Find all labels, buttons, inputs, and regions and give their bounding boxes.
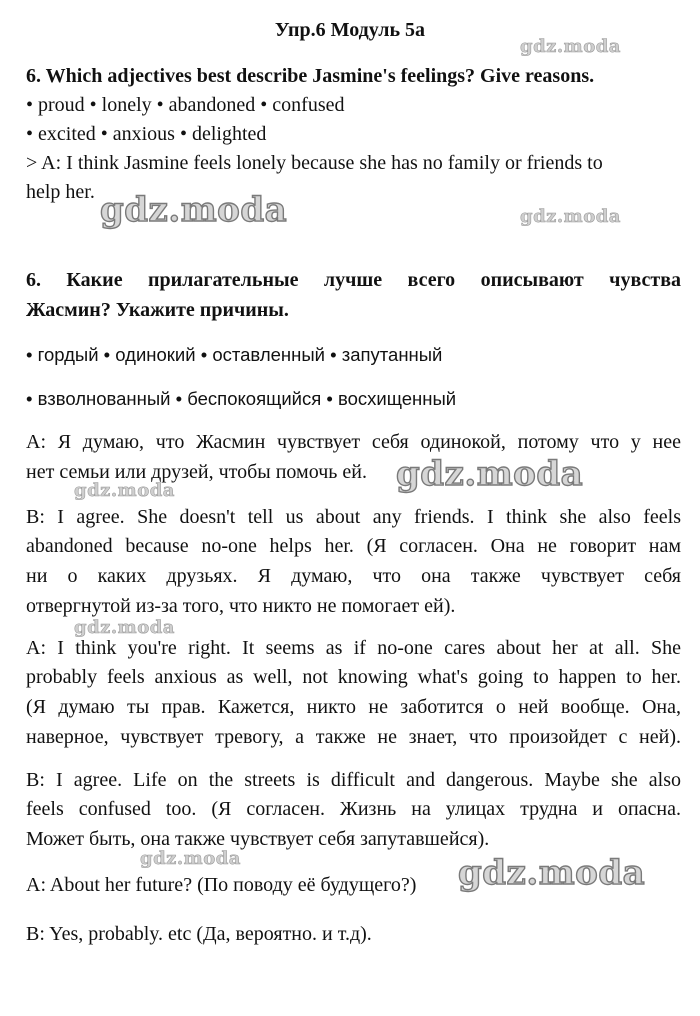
dialogue-a3: A: About her future? (По поводу её будущего?) — [26, 874, 417, 896]
russian-options-line-2: • взволнованный • беспокоящийся • восхищенный — [26, 388, 457, 409]
dialogue-b1-line-3: ни о каких друзьях. Я думаю, что она также чувствует себя — [26, 565, 681, 587]
dialogue-b1-line-1: B: I agree. She doesn't tell us about any friends. I think she also feels — [26, 506, 681, 528]
watermark-logo: gdz.moda — [520, 36, 621, 57]
watermark-logo: gdz.moda — [458, 853, 646, 893]
english-options-line-2: • excited • anxious • delighted — [26, 123, 267, 145]
dialogue-b2-line-2: feels confused too. (Я согласен. Жизнь на улицах трудна и опасна. — [26, 798, 681, 820]
watermark-logo: gdz.moda — [74, 617, 175, 638]
watermark-logo: gdz.moda — [396, 454, 584, 494]
russian-options-line-1: • гордый • одинокий • оставленный • запутанный — [26, 344, 443, 365]
english-answer-line-1: > A: I think Jasmine feels lonely because she has no family or friends to — [26, 152, 603, 174]
dialogue-b2-line-3: Может быть, она также чувствует себя запутавшейся). — [26, 828, 490, 850]
watermark-logo: gdz.moda — [74, 480, 175, 501]
russian-question-line-1: 6. Какие прилагательные лучше всего описывают чувства — [26, 269, 681, 291]
dialogue-b3: B: Yes, probably. etc (Да, вероятно. и т.д). — [26, 923, 372, 945]
dialogue-a1-line-2: нет семьи или друзей, чтобы помочь ей. — [26, 461, 367, 483]
dialogue-a2-line-4: наверное, чувствует тревогу, а также не знает, что произойдет с ней). — [26, 726, 681, 748]
dialogue-b2-line-1: B: I agree. Life on the streets is difficult and dangerous. Maybe she also — [26, 769, 681, 791]
dialogue-a2-line-3: (Я думаю ты прав. Кажется, никто не заботится о ней вообще. Она, — [26, 696, 681, 718]
watermark-logo: gdz.moda — [520, 206, 621, 227]
watermark-logo: gdz.moda — [140, 848, 241, 869]
russian-question-line-2: Жасмин? Укажите причины. — [26, 299, 289, 321]
dialogue-b1-line-4: отвергнутой из-за того, что никто не помогает ей). — [26, 595, 456, 617]
english-answer-line-2: help her. — [26, 181, 95, 203]
watermark-logo: gdz.moda — [100, 190, 288, 230]
dialogue-a2-line-2: probably feels anxious as well, not knowing what's going to happen to her. — [26, 666, 681, 688]
dialogue-a1-line-1: A: Я думаю, что Жасмин чувствует себя одинокой, потому что у нее — [26, 431, 681, 453]
dialogue-a2-line-1: A: I think you're right. It seems as if no-one cares about her at all. She — [26, 637, 681, 659]
dialogue-b1-line-2: abandoned because no-one helps her. (Я согласен. Она не говорит нам — [26, 535, 681, 557]
page-title: Упр.6 Модуль 5а — [274, 19, 426, 41]
english-question: 6. Which adjectives best describe Jasmine's feelings? Give reasons. — [26, 65, 595, 87]
english-options-line-1: • proud • lonely • abandoned • confused — [26, 94, 345, 116]
